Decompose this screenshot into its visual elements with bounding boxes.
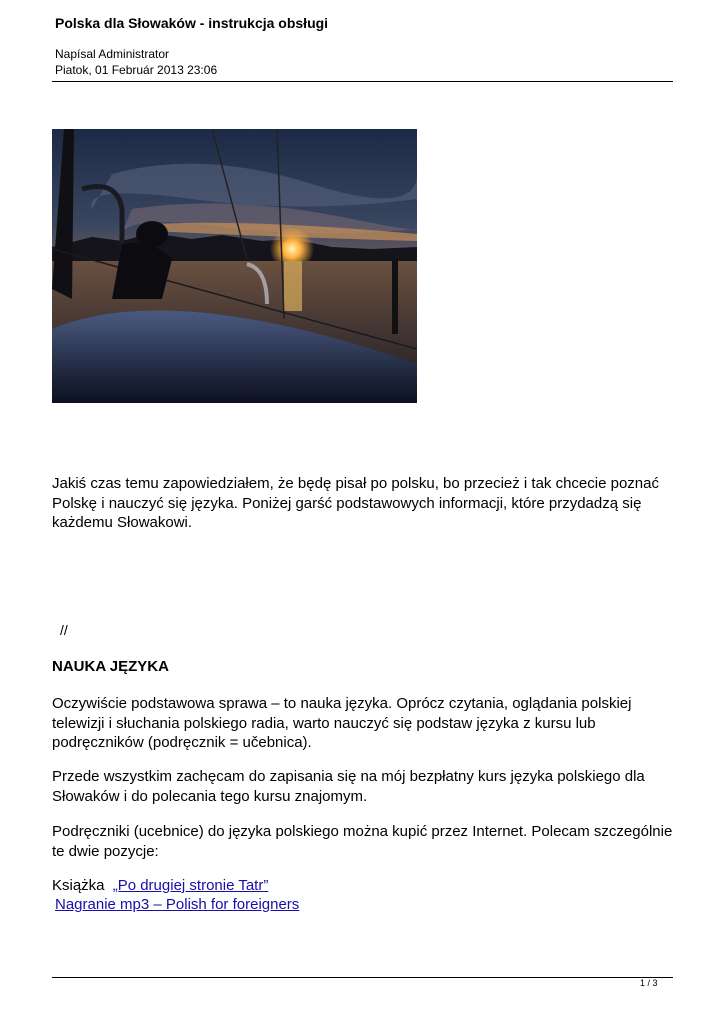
paragraph-language-learning: Oczywiście podstawowa sprawa – to nauka języka. Oprócz czytania, oglądania polskiej telewizji i słuchania polskiego radia, warto nauczyć się podstaw języka z kursu lub podręczników (podręcznik = učebnica). bbox=[52, 695, 632, 751]
article-title: Polska dla Słowaków - instrukcja obsługi bbox=[55, 15, 329, 31]
mp3-link[interactable]: Nagranie mp3 – Polish for foreigners bbox=[55, 896, 300, 913]
book-link[interactable]: „Po drugiej stronie Tatr” bbox=[112, 877, 269, 894]
book-prefix: Książka bbox=[52, 877, 105, 894]
separator-text: // bbox=[60, 622, 68, 638]
mp3-line bbox=[55, 895, 680, 915]
article-meta bbox=[55, 46, 217, 78]
page-number: 1 / 3 bbox=[640, 978, 658, 988]
sunset-sailboat-photo bbox=[52, 129, 417, 403]
section-heading: NAUKA JĘZYKA bbox=[52, 658, 169, 675]
author-line: Napísal Administrator bbox=[55, 47, 170, 61]
footer-divider bbox=[52, 977, 673, 978]
book-line bbox=[52, 876, 677, 896]
date-line: Piatok, 01 Február 2013 23:06 bbox=[55, 63, 218, 77]
paragraph-course: Przede wszystkim zachęcam do zapisania się na mój bezpłatny kurs języka polskiego dla Słowaków i do polecania tego kursu znajomym. bbox=[52, 768, 645, 805]
paragraph-textbooks: Podręczniki (ucebnice) do języka polskiego można kupić przez Internet. Polecam szczególnie te dwie pozycje: bbox=[52, 823, 673, 860]
intro-paragraph: Jakiś czas temu zapowiedziałem, że będę pisał po polsku, bo przecież i tak chcecie poznać Polskę i nauczyć się języka. Poniżej garść podstawowych informacji, które przydadzą się każdemu Słowakowi. bbox=[52, 475, 659, 531]
header-divider bbox=[52, 81, 673, 82]
